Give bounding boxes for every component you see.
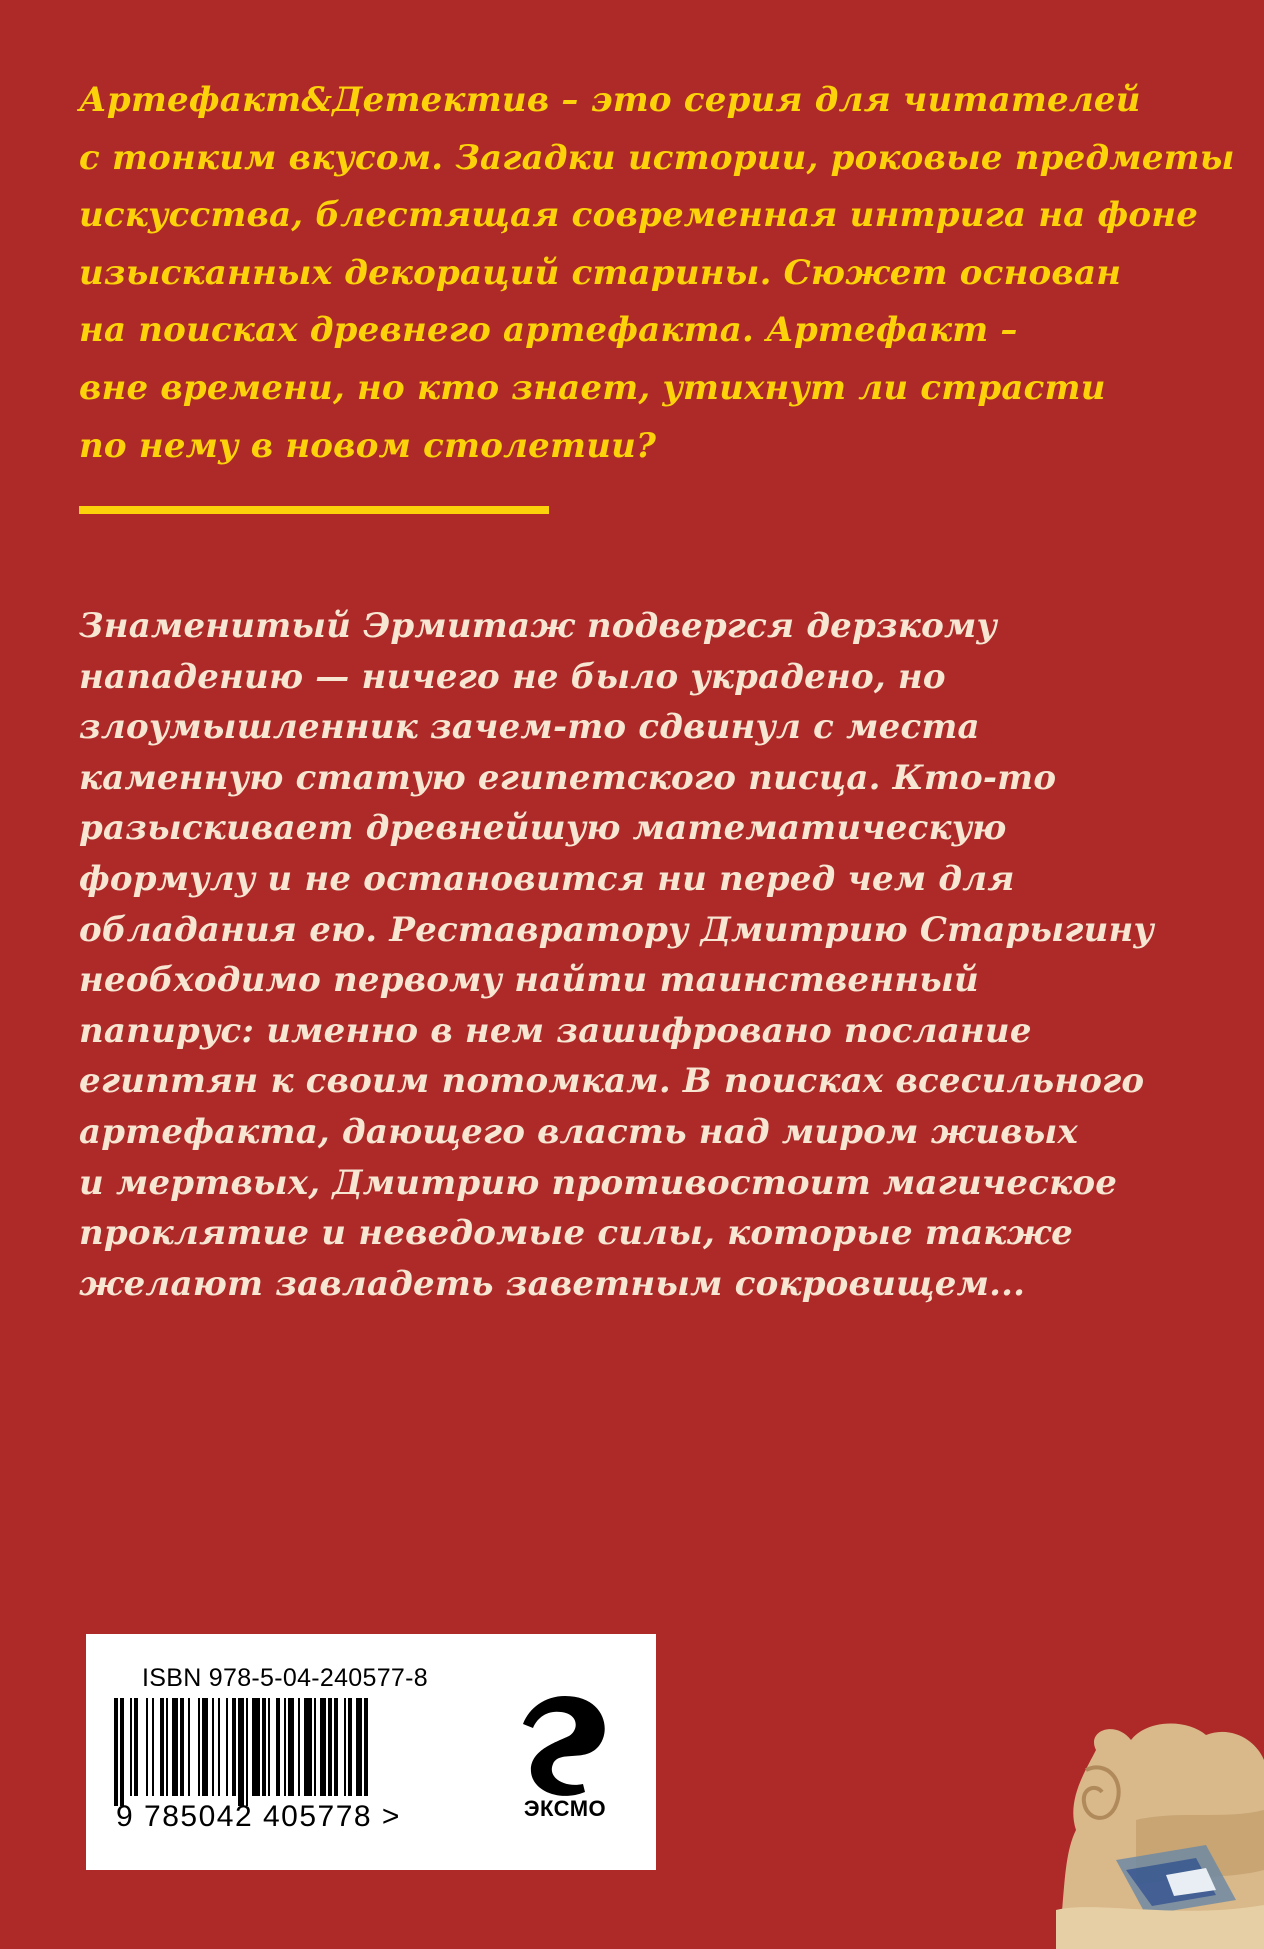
barcode-bar: [188, 1698, 190, 1796]
barcode-bar: [166, 1698, 168, 1796]
barcode-bar: [246, 1698, 248, 1806]
barcode-bar: [130, 1698, 132, 1796]
series-blurb: [79, 72, 1235, 475]
barcode-bar: [328, 1698, 332, 1796]
barcode-bar: [314, 1698, 316, 1796]
annotation-line: обладания ею. Реставратору Дмитрию Старыгину: [79, 909, 1155, 950]
book-annotation: [79, 601, 1179, 1309]
barcode-bar: [226, 1698, 228, 1796]
annotation-line: артефакта, дающего власть над миром живых: [79, 1111, 1078, 1152]
barcode-bar: [180, 1698, 184, 1796]
barcode-bar: [160, 1698, 164, 1796]
barcode-bar: [268, 1698, 270, 1796]
barcode-bar: [146, 1698, 148, 1796]
series-blurb-line: на поисках древнего артефакта. Артефакт –: [79, 310, 1018, 351]
barcode-bar: [348, 1698, 352, 1796]
barcode-bar: [212, 1698, 214, 1796]
ean-digits: 9 785042 405778 >: [116, 1800, 401, 1833]
series-blurb-line: с тонким вкусом. Загадки истории, роковые предметы: [79, 137, 1235, 178]
barcode-bar: [364, 1698, 368, 1796]
barcode-bar: [134, 1698, 138, 1796]
barcode-bar: [114, 1698, 118, 1806]
yellow-divider: [79, 506, 549, 514]
barcode-bar: [198, 1698, 200, 1796]
annotation-line: формулу и не остановится ни перед чем для: [79, 858, 1015, 899]
barcode-bar: [356, 1698, 362, 1796]
barcode-bar: [262, 1698, 266, 1796]
annotation-line: необходимо первому найти таинственный: [79, 960, 979, 1001]
series-blurb-line: изысканных декораций старины. Сюжет основан: [79, 252, 1122, 293]
annotation-line: и мертвых, Дмитрию противостоит магическое: [79, 1162, 1118, 1203]
series-blurb-line: Артефакт&Детектив – это серия для читателей: [79, 80, 1141, 120]
barcode-bar: [344, 1698, 346, 1796]
annotation-line: Знаменитый Эрмитаж подвергся дерзкому: [79, 606, 998, 646]
barcode-bar: [120, 1698, 124, 1806]
barcode-panel: [86, 1634, 656, 1870]
barcode-bar: [218, 1698, 220, 1796]
annotation-line: египтян к своим потомкам. В поисках всесильного: [79, 1061, 1145, 1102]
annotation-line: желают завладеть заветным сокровищем...: [79, 1263, 1026, 1304]
barcode-bar: [152, 1698, 154, 1796]
series-blurb-line: вне времени, но кто знает, утихнут ли страсти: [79, 367, 1106, 408]
annotation-line: каменную статую египетского писца. Кто-то: [79, 757, 1057, 798]
series-blurb-line: искусства, блестящая современная интрига на фоне: [79, 195, 1199, 236]
annotation-line: злоумышленник зачем-то сдвинул с места: [79, 707, 980, 748]
isbn-number: ISBN 978-5-04-240577-8: [142, 1664, 428, 1692]
barcode-bar: [320, 1698, 326, 1796]
barcode-bar: [298, 1698, 300, 1796]
annotation-line: нападению — ничего не было украдено, но: [79, 656, 946, 697]
barcode-bar: [304, 1698, 312, 1796]
annotation-line: папирус: именно в нем зашифровано послание: [79, 1010, 1032, 1051]
barcode-bar: [252, 1698, 260, 1796]
barcode-bar: [232, 1698, 236, 1796]
publisher-name: ЭКСМО: [523, 1796, 607, 1821]
barcode-icon: [86, 1634, 506, 1870]
series-blurb-line: по нему в новом столетии?: [79, 425, 657, 466]
annotation-line: проклятие и неведомые силы, которые также: [79, 1213, 1073, 1254]
barcode-bar: [288, 1698, 294, 1796]
barcode-bar: [284, 1698, 286, 1796]
barcode-bar: [276, 1698, 280, 1796]
barcode-bar: [172, 1698, 178, 1796]
barcode-bar: [202, 1698, 208, 1796]
barcode-bar: [334, 1698, 338, 1796]
annotation-line: разыскивает древнейшую математическую: [79, 808, 1007, 849]
papyrus-scroll-icon: [1056, 1710, 1264, 1949]
barcode-bar: [238, 1698, 244, 1806]
